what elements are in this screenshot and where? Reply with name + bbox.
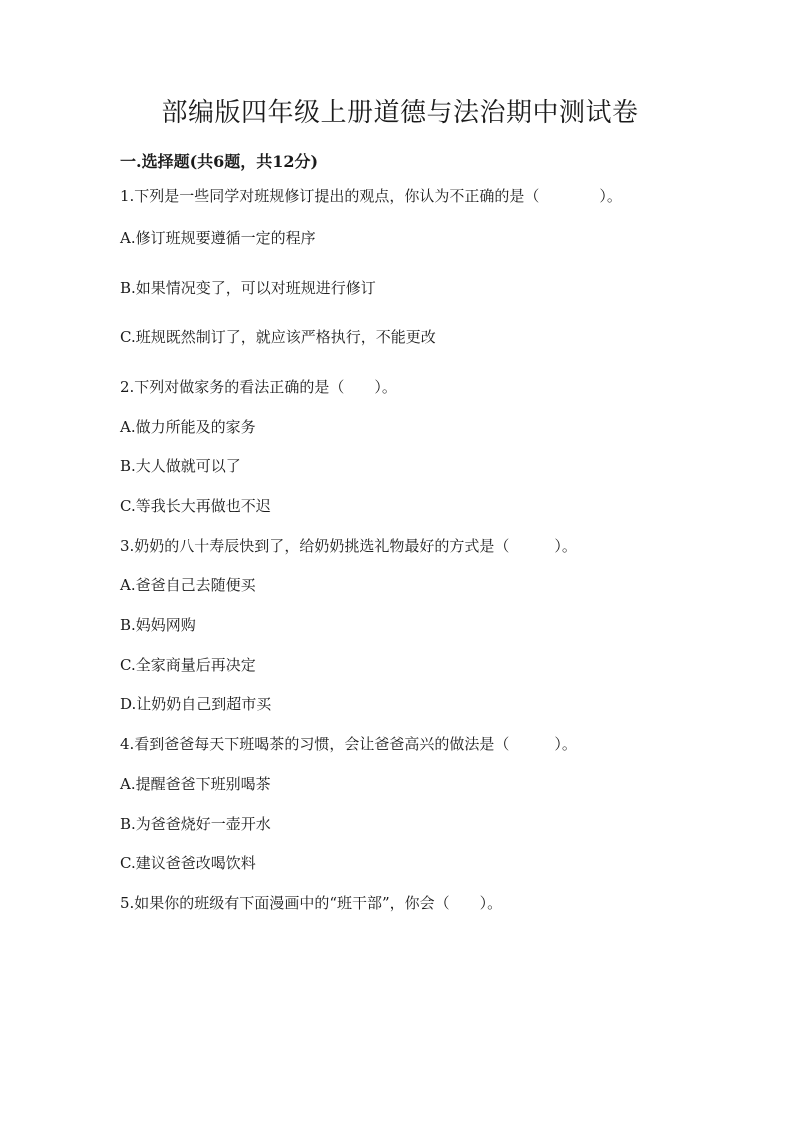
question-3-option-d: D.让奶奶自己到超市买	[120, 695, 272, 713]
question-3-option-b: B.妈妈网购	[120, 616, 196, 634]
question-2-option-c: C.等我长大再做也不迟	[120, 497, 271, 515]
question-2-stem: 2.下列对做家务的看法正确的是（ ）。	[120, 378, 397, 396]
question-4-stem: 4.看到爸爸每天下班喝茶的习惯，会让爸爸高兴的做法是（ ）。	[120, 735, 577, 753]
question-4-option-a: A.提醒爸爸下班别喝茶	[120, 775, 271, 793]
question-3-stem: 3.奶奶的八十寿辰快到了，给奶奶挑选礼物最好的方式是（ ）。	[120, 537, 577, 555]
question-2-option-b: B.大人做就可以了	[120, 457, 241, 475]
section-heading: 一.选择题(共6题，共12分)	[120, 152, 319, 171]
question-1-stem: 1.下列是一些同学对班规修订提出的观点，你认为不正确的是（ ）。	[120, 187, 622, 205]
question-3-option-a: A.爸爸自己去随便买	[120, 576, 256, 594]
question-5-stem: 5.如果你的班级有下面漫画中的“班干部”，你会（ ）。	[120, 894, 503, 912]
question-4-option-c: C.建议爸爸改喝饮料	[120, 854, 256, 872]
question-1-option-b: B.如果情况变了，可以对班规进行修订	[120, 279, 376, 297]
question-1-option-c: C.班规既然制订了，就应该严格执行，不能更改	[120, 328, 436, 346]
question-3-option-c: C.全家商量后再决定	[120, 656, 256, 674]
question-4-option-b: B.为爸爸烧好一壶开水	[120, 815, 271, 833]
question-1-option-a: A.修订班规要遵循一定的程序	[120, 229, 316, 247]
question-2-option-a: A.做力所能及的家务	[120, 418, 256, 436]
page-title: 部编版四年级上册道德与法治期中测试卷	[161, 98, 639, 128]
